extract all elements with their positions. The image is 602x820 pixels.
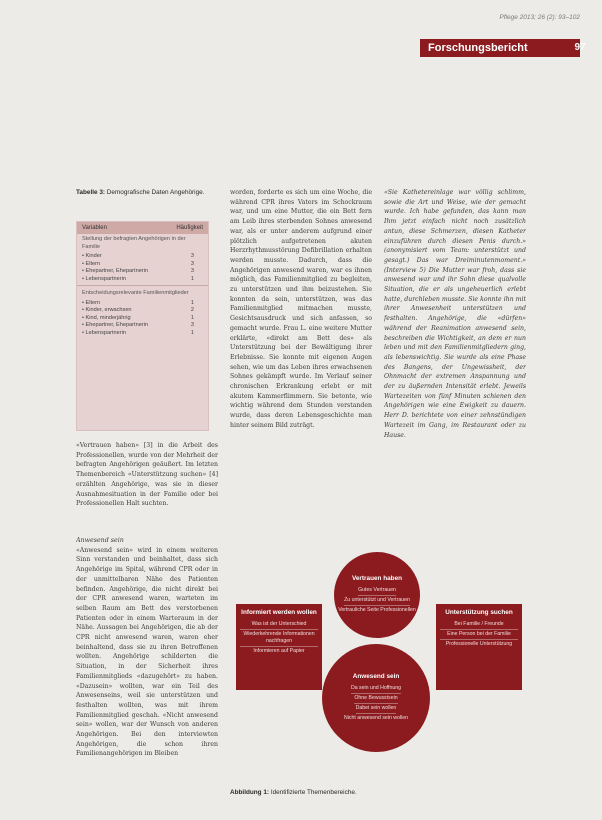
- theme-node-item: Gutes Vertrauen: [358, 586, 396, 596]
- theme-node-item: Bei Familie / Freunde: [440, 620, 518, 630]
- table-cell-label: • Eltern: [82, 261, 100, 269]
- demographics-table: [76, 221, 209, 431]
- page-number: 97: [574, 42, 586, 53]
- theme-node-item: Nicht anwesend sein wollen: [343, 715, 408, 721]
- table-cell-value: 3: [190, 260, 194, 267]
- section-header-bar: Forschungsbericht: [420, 39, 580, 57]
- theme-node-title: Unterstützung suchen: [445, 609, 513, 616]
- table-caption-text: Demografische Daten Angehörige.: [106, 189, 205, 196]
- table-cell-value: 1: [190, 275, 194, 282]
- table-cell-label: • Ehepartner, Ehepartnerin: [82, 268, 148, 276]
- table-row: [77, 268, 208, 276]
- table-row: [77, 276, 208, 284]
- theme-node-item: Eine Person bei der Familie: [440, 630, 518, 640]
- table-row: [77, 315, 208, 323]
- table-divider: [77, 285, 208, 286]
- table-cell-value: 1: [190, 299, 194, 306]
- theme-node-title: Anwesend sein: [352, 673, 400, 680]
- table-cell-label: • Lebenspartnerin: [82, 276, 126, 284]
- section-subheading: Anwesend sein: [76, 537, 124, 544]
- theme-node-title: Vertrauen haben: [351, 575, 403, 582]
- table-row: [77, 307, 208, 315]
- table-row: [77, 261, 208, 269]
- table-cell-label: • Ehepartner, Ehepartnerin: [82, 322, 148, 330]
- table-cell-value: 3: [190, 253, 194, 259]
- theme-node-informed: [236, 604, 322, 690]
- table-cell-value: 3: [190, 268, 194, 274]
- theme-node-presence: [322, 644, 430, 752]
- table-cell-value: 3: [190, 322, 194, 328]
- paragraph: worden, forderte es sich um eine Woche, die während CPR ihres Vaters im Schockraum war, und um eine Mutter, die ein Bett fern am Leib ihres sterbenden Sohnes anwesend war, als er unter anderem aufgrund einer plötzlich aufgetretenen akuten Herzrhythmusstörung Defibrillation erhalten werden musste. Dadurch, dass die Angehörigen anwesend waren, war es ihnen möglich, das Familienmitglied zu begleiten, zu unterstützen und ihm beizustehen. Sie konnten da sein, unterstützen, was das Familienmitglied mitmachen musste, Gesichtsausdruck und sich anfassen, so gemacht wurde. Frau L. eine weitere Mutter erklärte, «direkt am Bett des» als Unterstützung bei der Bewältigung ihrer Erlebnisse. Sie konnte mit eigenen Augen sehen, wie um das Leben ihres erwachsenen Sohnes gekämpft wurde. Im Verlauf seiner chronischen Erkrankung erlebt er mit akutem Kammerflimmern. Sie betonte, wie wichtig während dem Stunden verstanden wurde, dass deren Lebensgeschichte man hinter seinem Bild zuträgt.: [230, 189, 372, 429]
- paragraph: «Vertrauen haben» [3] in die Arbeit des Professionellen, wurde von der Mehrheit der befragten Angehörigen geäußert. Im letzten Themenbereich «Unterstützung suchen» [4] erzählten Angehörige, was sie in dieser Ausnahmesituation in der Familie oder bei Professionellen Halt suchten.: [76, 442, 218, 508]
- table-section-title: Stellung der befragten Angehörigen in der Familie: [82, 236, 186, 250]
- theme-node-trust: [334, 552, 420, 638]
- table-row: [77, 322, 208, 330]
- table-cell-value: 2: [190, 307, 194, 313]
- themes-figure: [230, 536, 530, 806]
- theme-node-item: Was ist der Unterschied: [240, 620, 318, 630]
- theme-node-item: Da sein und Hoffnung: [351, 684, 401, 694]
- theme-node-item: Zu unterstützt und Vertrauen: [344, 596, 410, 606]
- theme-node-support: [436, 604, 522, 690]
- theme-node-item: Professionelle Unterstützung: [445, 641, 513, 647]
- body-text-col2: [230, 188, 372, 521]
- table-cell-label: • Eltern: [82, 300, 100, 308]
- theme-node-item: Ohne Bewusstsein: [354, 694, 397, 704]
- theme-node-item: Vertrauliche Seite Professionellen: [338, 607, 416, 613]
- table-row: [77, 253, 208, 261]
- table-cell-label: • Lebenspartnerin: [82, 330, 126, 338]
- table-col-frequency: Häufigkeit: [176, 225, 203, 231]
- table-cell-label: • Kind, minderjährig: [82, 315, 131, 323]
- table-caption-label: Tabelle 3:: [76, 189, 106, 196]
- table-col-variable: Variablen: [82, 225, 107, 231]
- table-section-title: Entscheidungsrelevante Familienmitglieder: [82, 290, 189, 296]
- table-cell-label: • Kinder: [82, 253, 102, 261]
- theme-node-item: Informieren auf Papier: [253, 648, 305, 654]
- table-cell-value: 1: [190, 329, 194, 336]
- theme-node-title: Informiert werden wollen: [241, 609, 317, 616]
- table-header-row: [77, 222, 208, 234]
- figure-caption-label: Abbildung 1:: [230, 789, 270, 796]
- body-text-col3: [384, 188, 526, 521]
- body-text-lower: [76, 536, 218, 816]
- figure-caption: [230, 788, 530, 797]
- table-cell-value: 1: [190, 314, 194, 321]
- table-caption: [76, 188, 208, 197]
- paragraph: «Sie Kathetereinlage war völlig schlimm, sowie die Art und Weise, wie der gemacht wurde. Ich habe gefunden, das kann man Ihm jetzt einfach nicht noch zusätzlich antun, diese Schmerzen, diesen Katheter einzuführen durch diesen Penis durch.» (anonymisiert vom Team: unterstützt und gesagt.) Das war Dreiminutenmoment.» (Interview 5) Die Mutter war froh, dass sie anwesend war und ihr Sohn diese qualvolle Situation, die er als ungeheuerlich erlebt hatte, durchleben musste. Sie konnte ihn mit ihrer Anwesenheit unterstützen und festhalten. Angehörige, die «dürfen» während der Reanimation anwesend sein, beschreiben die Wichtigkeit, an dem er nun leben und mit den Familienmitgliedern ging, als lebenswichtig. Sie wurde als eine Phase des Bangens, der Ungewissheit, der Ohnmacht der extremen Anspannung und der zu äußernden Intensität erlebt. Jeweils Wartezeiten von fünf Minuten schienen den Angehörigen wie eine Ewigkeit zu dauern. Herr D. berichtete von einer zehnstündigen Wartezeit im Gang, im Restaurant oder zu Hause.: [384, 189, 526, 439]
- body-text-col1: [76, 441, 218, 521]
- theme-node-item: Dabei sein wollen: [356, 704, 397, 714]
- journal-reference: Pflege 2013; 26 (2): 93–102: [499, 14, 580, 21]
- theme-node-item: Wiederkehrende Informationen nachfragen: [240, 630, 318, 647]
- paragraph: «Anwesend sein» wird in einem weiteren Sinn verstanden und beinhaltet, dass sich Angehörige im Spital, während CPR oder in der unmittelbaren Nähe des Patienten befinden. Angehörige, die nicht direkt bei der CPR anwesend waren, warteten im selben Raum am Bett des verstorbenen Patienten oder in einem Warteraum in der Nähe. Aussagen bei Angehörigen, die ab der CPR nicht anwesend waren, waren eher beinhaltend, dass sie zu ihren Betroffenen wollten. Angehörige schilderten die Situation, in der Sicherheit ihres Familienmitglieds «dazugehört» zu haben. «Dazusein» wollten, war ein Teil des Anwesenseins, weil sie unterstützen und festhalten wollten, was mit ihrem Familienmitglied geschah. «Nicht anwesend sein» wollen, war der Wunsch von anderen Angehörigen. Bei den interviewten Angehörigen, die schon ihren Familienangehörigen im Bleiben: [76, 546, 218, 758]
- table-cell-label: • Kinder, erwachsen: [82, 307, 132, 315]
- table-row: [77, 300, 208, 308]
- table-row: [77, 330, 208, 338]
- figure-caption-text: Identifizierte Themenbereiche.: [270, 789, 357, 796]
